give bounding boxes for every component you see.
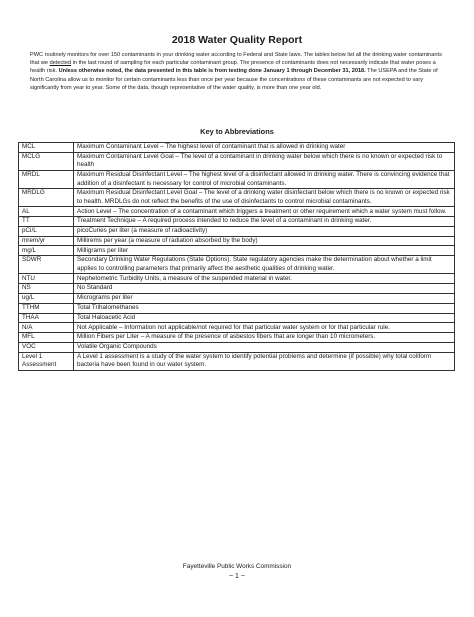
abbreviation-term: TTHM — [19, 303, 74, 313]
intro-detected-underlined: detected — [49, 60, 72, 67]
abbreviation-term: ug/L — [19, 294, 74, 304]
abbreviation-term: pCi/L — [19, 226, 74, 236]
table-row — [19, 313, 455, 323]
abbreviation-definition: Maximum Contaminant Level Goal – The level of a contaminant in drinking water below which there is no known or expected risk to health — [74, 152, 455, 170]
table-row — [19, 152, 455, 170]
abbreviation-term: NS — [19, 284, 74, 294]
abbreviations-table — [18, 142, 455, 371]
abbreviation-term: NTU — [19, 274, 74, 284]
intro-bold-date-note: Unless otherwise noted, the data presented in this table is from testing done January 1 through December 31, 2018. — [58, 68, 366, 75]
abbreviation-term: Level 1 Assessment — [19, 352, 74, 370]
table-row — [19, 294, 455, 304]
abbreviation-term: VOC — [19, 342, 74, 352]
abbreviation-definition: Not Applicable – Information not applicable/not required for that particular water system or for that particular rule. — [74, 323, 455, 333]
intro-text-1: PWC routinely monitors for over 150 contaminants in your drinking water according to Federal and State laws. The tables below list all the drinking water contaminants that we — [30, 52, 442, 67]
page-number: ~ 1 ~ — [229, 573, 245, 580]
abbreviation-definition: Million Fibers per Liter – A measure of the presence of asbestos fibers that are longer than 10 micrometers. — [74, 333, 455, 343]
table-row — [19, 352, 455, 370]
table-row — [19, 256, 455, 274]
table-row — [19, 246, 455, 256]
abbreviation-term: mrem/yr — [19, 236, 74, 246]
abbreviation-term: SDWR — [19, 256, 74, 274]
intro-text-3: The USEPA and the State of North Carolina allow us to monitor for certain contaminants less than once per year because the concentrations of these contaminants are not expected to vary significantly from year to year. Some of the data, though representative of the water quality, is more than one year old. — [30, 68, 438, 91]
abbreviation-definition: Total Trihalomethanes — [74, 303, 455, 313]
abbreviation-definition: Secondary Drinking Water Regulations (State Options). State regulatory agencies make the determination about whether a limit applies to controlling parameters that primarily affect the aesthetic qualities of drinking water. — [74, 256, 455, 274]
abbreviation-term: MFL — [19, 333, 74, 343]
abbreviation-definition: Treatment Technique – A required process intended to reduce the level of a contaminant in drinking water. — [74, 217, 455, 227]
table-row — [19, 342, 455, 352]
abbreviation-definition: Action Level – The concentration of a contaminant which triggers a treatment or other requirement which a water system must follow. — [74, 207, 455, 217]
abbreviations-table-body — [19, 143, 455, 371]
table-row — [19, 207, 455, 217]
table-row — [19, 143, 455, 153]
abbreviation-term: MCL — [19, 143, 74, 153]
abbreviation-term: N/A — [19, 323, 74, 333]
abbreviation-definition: A Level 1 assessment is a study of the water system to identify potential problems and determine (if possible) why total coliform bacteria have been found in our water system. — [74, 352, 455, 370]
abbreviation-definition: Maximum Residual Disinfectant Level – The highest level of a disinfectant allowed in drinking water. There is convincing evidence that addition of a disinfectant is necessary for control of microbial contaminants. — [74, 170, 455, 188]
abbreviation-definition: No Standard — [74, 284, 455, 294]
intro-paragraph — [30, 51, 450, 92]
table-row — [19, 274, 455, 284]
abbreviation-term: THAA — [19, 313, 74, 323]
table-row — [19, 323, 455, 333]
abbreviation-term: MRDLG — [19, 189, 74, 207]
table-row — [19, 236, 455, 246]
abbreviation-definition: picoCuries per liter (a measure of radioactivity) — [74, 226, 455, 236]
abbreviation-definition: Millirems per year (a measure of radiation absorbed by the body) — [74, 236, 455, 246]
key-to-abbreviations-heading: Key to Abbreviations — [200, 127, 274, 136]
abbreviation-term: mg/L — [19, 246, 74, 256]
abbreviation-definition: Nephelometric Turbidity Units, a measure of the suspended material in water. — [74, 274, 455, 284]
table-row — [19, 189, 455, 207]
table-row — [19, 217, 455, 227]
table-row — [19, 284, 455, 294]
abbreviation-term: TT — [19, 217, 74, 227]
abbreviation-definition: Total Haloacetic Acid — [74, 313, 455, 323]
abbreviation-term: AL — [19, 207, 74, 217]
abbreviation-term: MRDL — [19, 170, 74, 188]
abbreviation-definition: Volatile Organic Compounds — [74, 342, 455, 352]
document-title: 2018 Water Quality Report — [171, 34, 303, 46]
intro-text-2: in the last round of sampling for each particular contaminant group. The presence of contaminants does not necessarily indicate that water poses a health risk. — [30, 60, 436, 75]
table-row — [19, 303, 455, 313]
abbreviation-term: MCLG — [19, 152, 74, 170]
abbreviation-definition: Milligrams per liter — [74, 246, 455, 256]
table-row — [19, 333, 455, 343]
table-row — [19, 226, 455, 236]
footer-organization: Fayetteville Public Works Commission — [182, 563, 292, 570]
table-row — [19, 170, 455, 188]
abbreviation-definition: Micrograms per liter — [74, 294, 455, 304]
abbreviation-definition: Maximum Contaminant Level – The highest level of contaminant that is allowed in drinking water — [74, 143, 455, 153]
abbreviation-definition: Maximum Residual Disinfectant Level Goal – The level of a drinking water disinfectant below which there is no known or expected risk to health. MRDLGs do not reflect the benefits of the use of disinfectants to control microbial contaminants. — [74, 189, 455, 207]
